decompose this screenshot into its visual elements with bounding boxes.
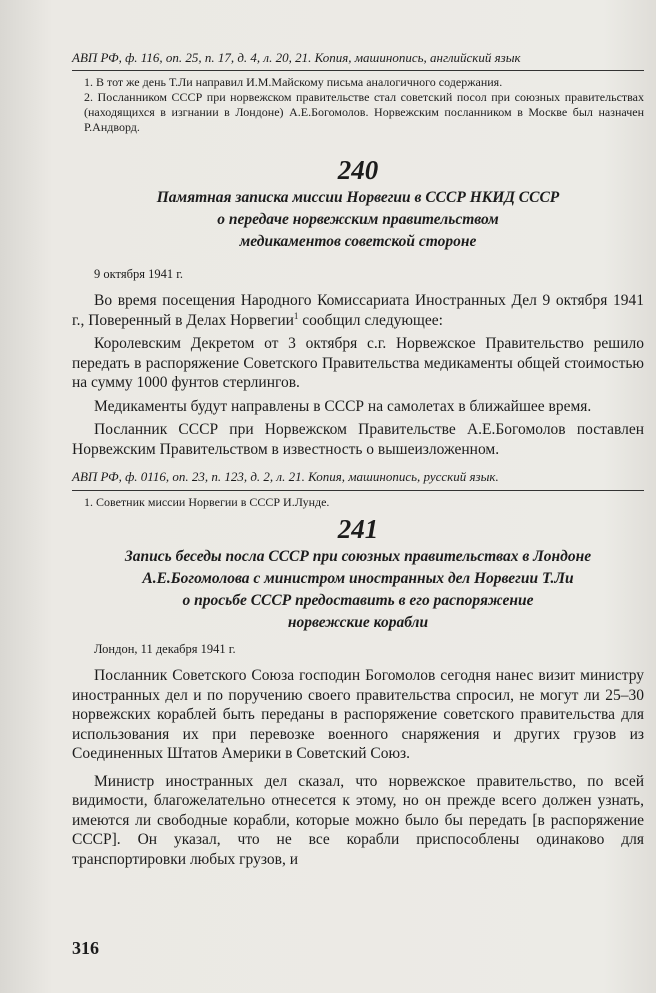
doc241-title-line-3: о просьбе СССР предоставить в его распоряжение — [182, 592, 534, 609]
doc241-title-line-2: А.Е.Богомолова с министром иностранных дел Норвегии Т.Ли — [142, 570, 574, 587]
doc240-intro-text: Во время посещения Народного Комиссариата Иностранных Дел 9 октября 1941 г., Поверенный в Делах Норвегии — [72, 292, 644, 329]
doc240-paragraph-1: Королевским Декретом от 3 октября с.г. Норвежское Правительство решило передать в распоряжение Советского Правительства медикаменты общей стоимостью на сумму 1000 фунтов стерлингов. — [72, 335, 644, 391]
doc240-archive-source: АВП РФ, ф. 0116, оп. 23, п. 123, д. 2, л. 21. Копия, машинопись, русский язык. — [72, 469, 499, 484]
document-number-240: 240 — [337, 155, 379, 185]
footnote-divider — [72, 490, 644, 491]
doc241-paragraph-1: Посланник Советского Союза господин Богомолов сегодня нанес визит министру иностранных дел и по поручению своего правительства спросил, не могут ли 25–30 норвежских кораблей быть переданы в распоряжение советского правительства для использования их при перевозке военного снаряжения и других грузов из Соединенных Штатов Америки в Советский Союз. — [72, 667, 644, 762]
doc240-paragraph-2: Медикаменты будут направлены в СССР на самолетах в ближайшее время. — [94, 397, 592, 415]
doc240-intro-end: сообщил следующее: — [298, 311, 443, 329]
footnote-divider — [72, 70, 644, 71]
doc240-date: 9 октября 1941 г. — [94, 267, 184, 281]
page-number: 316 — [72, 938, 99, 958]
doc241-title-line-1: Запись беседы посла СССР при союзных правительствах в Лондоне — [124, 548, 592, 565]
archive-source-top: АВП РФ, ф. 116, оп. 25, п. 17, д. 4, л. 20, 21. Копия, машинопись, английский язык — [72, 50, 521, 65]
doc240-footnote: 1. Советник миссии Норвегии в СССР И.Лунде. — [84, 495, 330, 509]
doc240-title-line-2: о передаче норвежским правительством — [217, 211, 499, 228]
doc241-date: Лондон, 11 декабря 1941 г. — [94, 642, 236, 656]
document-number-241: 241 — [337, 514, 379, 544]
doc240-title-line-1: Памятная записка миссии Норвегии в СССР НКИД СССР — [156, 189, 560, 206]
footnote-marker: 1 — [293, 310, 299, 321]
doc241-title-line-4: норвежские корабли — [287, 614, 429, 631]
doc240-intro — [72, 291, 644, 330]
footnote-top-1: 1. В тот же день Т.Ли направил И.М.Майскому письма аналогичного содержания. — [84, 75, 503, 89]
footnote-top-2: 2. Посланником СССР при норвежском правительстве стал советский посол при союзных правительствах (находящихся в изгнании в Лондоне) А.Е.Богомолов. Норвежским посланником в Москве был назначен Р.Андворд. — [84, 90, 644, 134]
doc241-paragraph-2: Министр иностранных дел сказал, что норвежское правительство, по всей видимости, благожелательно отнесется к этому, но он прежде всего должен узнать, имеются ли свободные корабли, которые можно было бы передать [в распоряжение СССР]. Он указал, что не все корабли приспособлены одинаково для транспортировки любых грузов, и — [72, 772, 644, 868]
doc240-paragraph-3: Посланник СССР при Норвежском Правительстве А.Е.Богомолов поставлен Норвежским Правительством в известность о вышеизложенном. — [72, 421, 644, 458]
text-column — [72, 50, 644, 869]
doc240-title-line-3: медикаментов советской стороне — [239, 233, 477, 250]
